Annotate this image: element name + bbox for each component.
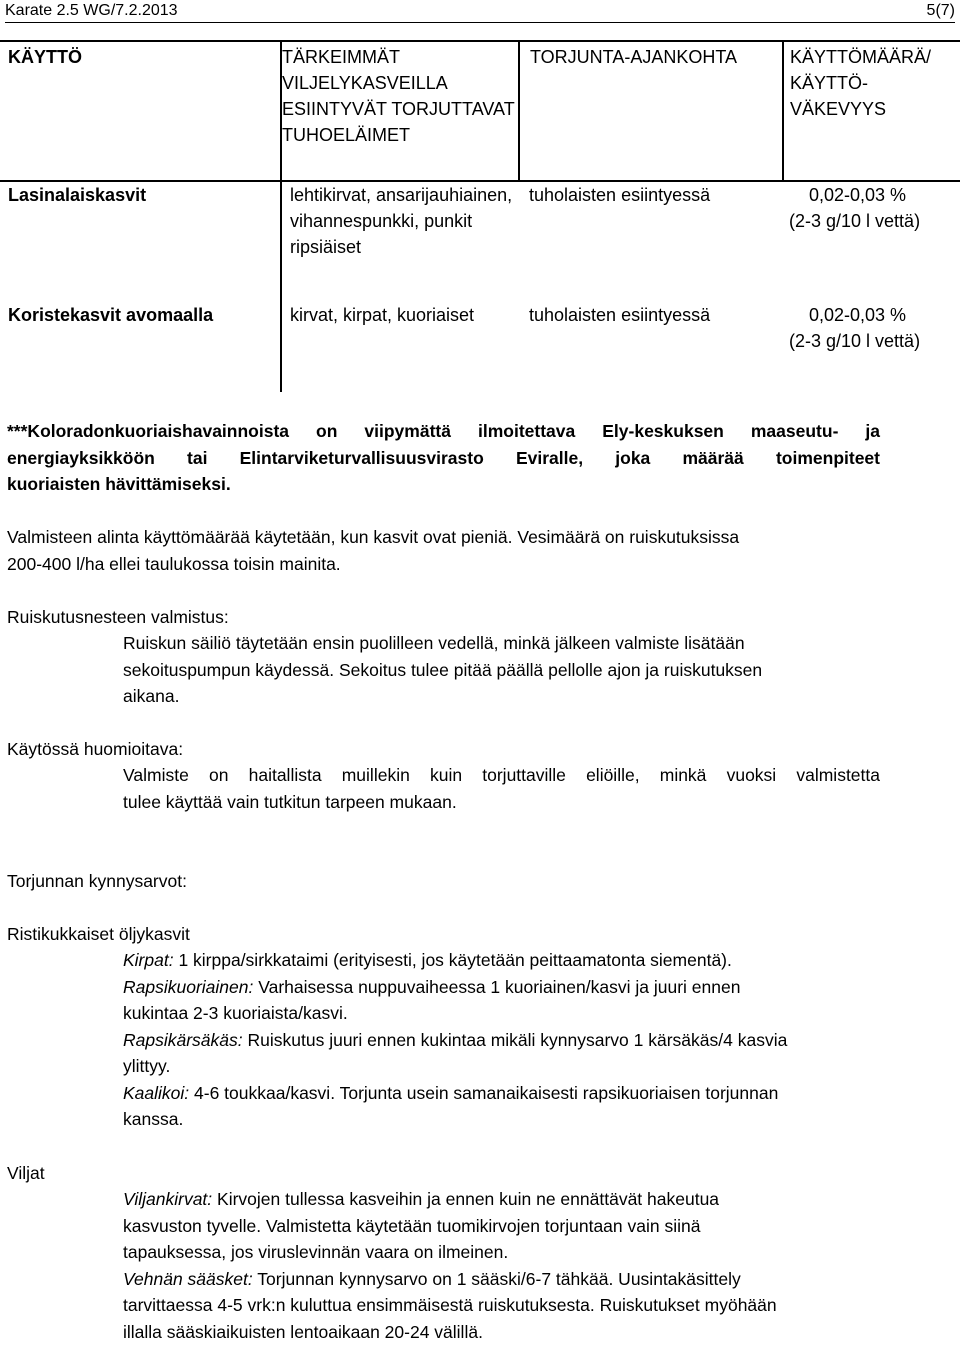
dosage-line: 200-400 l/ha ellei taulukossa toisin mainita. — [7, 551, 927, 578]
preparation-line: sekoituspumpun käydessä. Sekoitus tulee pitää päällä pellolle ajon ja ruiskutuksen — [123, 657, 880, 684]
timing-cell: tuholaisten esiintyessä — [519, 292, 783, 392]
pests-cell: kirvat, kirpat, kuoriaiset — [281, 292, 519, 392]
preparation-text — [123, 630, 880, 710]
threshold-text: ylittyy. — [123, 1053, 880, 1080]
page-header — [5, 0, 955, 24]
cereals-heading: Viljat — [7, 1160, 880, 1187]
dose-cell — [783, 292, 960, 392]
document-version: Karate 2.5 WG/7.2.2013 — [5, 0, 178, 22]
threshold-item — [123, 947, 880, 974]
threshold-text: illalla sääskiaikuisten lentoaikaan 20-24 välillä. — [123, 1319, 880, 1345]
dose-percentage: 0,02-0,03 % — [789, 302, 960, 328]
table-header-row — [0, 41, 960, 181]
table-row — [0, 181, 960, 292]
use-cell: Lasinalaiskasvit — [0, 181, 281, 292]
threshold-text: tarvittaessa 4-5 vrk:n kuluttua ensimmäisestä ruiskutuksesta. Ruiskutukset myöhään — [123, 1292, 880, 1319]
column-header-use: KÄYTTÖ — [0, 41, 281, 181]
threshold-term: Rapsikuoriainen: — [123, 977, 253, 997]
dose-cell — [783, 181, 960, 292]
precautions-line: tulee käyttää vain tutkitun tarpeen mukaan. — [123, 789, 880, 816]
threshold-text: tapauksessa, jos viruslevinnän vaara on ilmeinen. — [123, 1239, 880, 1266]
preparation-line: Ruiskun säiliö täytetään ensin puolilleen vedellä, minkä jälkeen valmiste lisätään — [123, 630, 880, 657]
usage-table — [0, 40, 960, 392]
oilseed-heading: Ristikukkaiset öljykasvit — [7, 921, 880, 948]
threshold-item — [123, 1186, 880, 1266]
threshold-term: Rapsikärsäkäs: — [123, 1030, 243, 1050]
column-header-dose: KÄYTTÖMÄÄRÄ/ KÄYTTÖ-VÄKEVYYS — [783, 41, 960, 181]
threshold-term: Vehnän sääsket: — [123, 1269, 253, 1289]
notice-line: kuoriaisten hävittämiseksi. — [7, 471, 880, 498]
table-row — [0, 292, 960, 392]
threshold-item — [123, 1027, 880, 1080]
threshold-item — [123, 1080, 880, 1133]
column-header-pests: TÄRKEIMMÄT VILJELYKASVEILLA ESIINTYVÄT TORJUTTAVAT TUHOELÄIMET — [281, 41, 519, 181]
threshold-item — [123, 1266, 880, 1345]
threshold-text: kukintaa 2-3 kuoriaista/kasvi. — [123, 1000, 880, 1027]
precautions-text — [123, 762, 880, 815]
preparation-heading: Ruiskutusnesteen valmistus: — [7, 604, 880, 631]
precautions-line: Valmiste on haitallista muillekin kuin torjuttaville eliöille, minkä vuoksi valmistetta — [123, 762, 880, 789]
dosage-line: Valmisteen alinta käyttömäärää käytetään, kun kasvit ovat pieniä. Vesimäärä on ruiskutuksissa — [7, 524, 927, 551]
threshold-text: kasvuston tyvelle. Valmistetta käytetään tuomikirvojen torjuntaan vain siinä — [123, 1213, 880, 1240]
header-rule — [5, 22, 955, 23]
pests-cell: lehtikirvat, ansarijauhiainen, vihannespunkki, punkit ripsiäiset — [281, 181, 519, 292]
dose-grams: (2-3 g/10 l vettä) — [789, 208, 960, 234]
cereals-thresholds — [123, 1186, 880, 1345]
threshold-term: Kaalikoi: — [123, 1083, 189, 1103]
threshold-text: kanssa. — [123, 1106, 880, 1133]
threshold-term: Kirpat: — [123, 950, 174, 970]
use-cell: Koristekasvit avomaalla — [0, 292, 281, 392]
threshold-text: Torjunnan kynnysarvo on 1 sääski/6-7 tähkää. Uusintakäsittely — [253, 1269, 741, 1289]
threshold-text: 4-6 toukkaa/kasvi. Torjunta usein samanaikaisesti rapsikuoriaisen torjunnan — [189, 1083, 778, 1103]
threshold-text: 1 kirppa/sirkkataimi (erityisesti, jos käytetään peittaamatonta siementä). — [174, 950, 732, 970]
colorado-beetle-notice — [7, 418, 880, 498]
threshold-text: Varhaisessa nuppuvaiheessa 1 kuoriainen/kasvi ja juuri ennen — [253, 977, 740, 997]
thresholds-heading: Torjunnan kynnysarvot: — [7, 868, 880, 895]
threshold-item — [123, 974, 880, 1027]
threshold-text: Kirvojen tullessa kasveihin ja ennen kuin ne ennättävät hakeutua — [212, 1189, 719, 1209]
column-header-timing: TORJUNTA-AJANKOHTA — [519, 41, 783, 181]
notice-line: ***Koloradonkuoriaishavainnoista on viipymättä ilmoitettava Ely-keskuksen maaseutu- ja — [7, 418, 880, 445]
timing-cell: tuholaisten esiintyessä — [519, 181, 783, 292]
precautions-heading: Käytössä huomioitava: — [7, 736, 880, 763]
threshold-term: Viljankirvat: — [123, 1189, 212, 1209]
notice-line: energiayksikköön tai Elintarviketurvallisuusvirasto Eviralle, joka määrää toimenpiteet — [7, 445, 880, 472]
oilseed-thresholds — [123, 947, 880, 1133]
dose-grams: (2-3 g/10 l vettä) — [789, 328, 960, 354]
dose-percentage: 0,02-0,03 % — [789, 182, 960, 208]
threshold-text: Ruiskutus juuri ennen kukintaa mikäli kynnysarvo 1 kärsäkäs/4 kasvia — [243, 1030, 788, 1050]
page-number: 5(7) — [927, 0, 955, 22]
preparation-line: aikana. — [123, 683, 880, 710]
dosage-note — [7, 524, 927, 577]
